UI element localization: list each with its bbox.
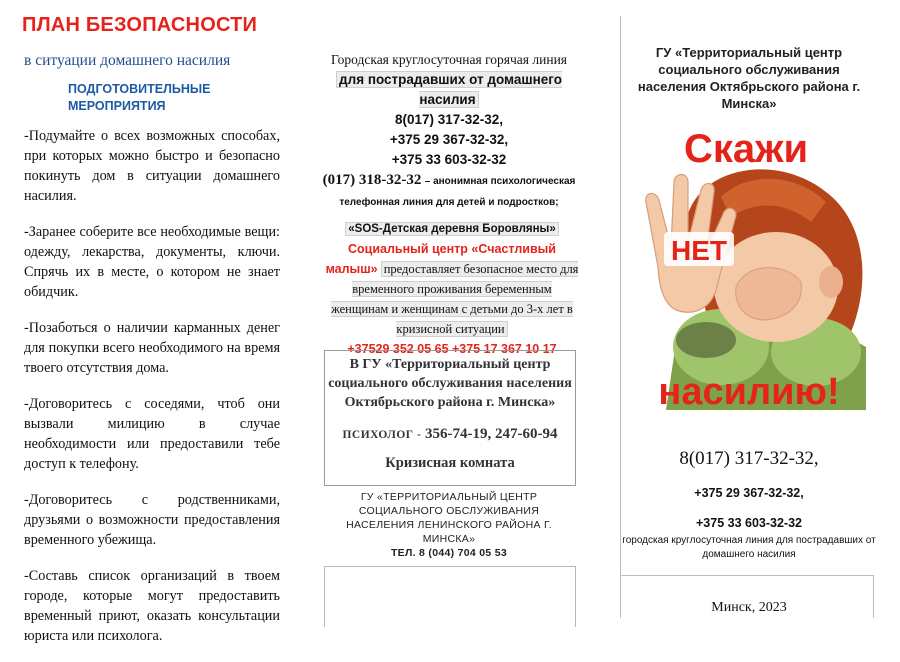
- hotline-block: [318, 50, 580, 212]
- psychologist-line: [325, 426, 575, 443]
- section-heading-line1: ПОДГОТОВИТЕЛЬНЫЕ: [68, 82, 211, 96]
- hotline-description: городская круглосуточная линия для пострадавших от домашнего насилия: [622, 535, 876, 560]
- sos-name: «SOS-Детская деревня Боровляны»: [345, 222, 559, 236]
- tips-list: [24, 126, 280, 662]
- page-title: ПЛАН БЕЗОПАСНОСТИ: [22, 14, 258, 36]
- page-subtitle: в ситуации домашнего насилия: [24, 52, 231, 69]
- hotline-phone-2: +375 29 367-32-32,: [389, 132, 509, 147]
- section-heading: [68, 81, 268, 115]
- org-name: ГУ «Территориальный центр социального обслуживания населения Октябрьского района г. Минска»: [637, 45, 861, 111]
- main-phone: 8(017) 317-32-32,: [679, 448, 819, 469]
- sos-phones: +37529 352 05 65 +375 17 367 10 17: [347, 342, 557, 356]
- tip-item: -Заранее соберите все необходимые вещи: одежду, лекарства, документы, ключи. Спрячь их в месте, о котором не знает обидчик.: [24, 224, 280, 300]
- leninsky-block: [324, 490, 574, 560]
- social-center-name: Социальный центр «Счастливый малыш»: [325, 242, 556, 276]
- tip-item: -Подумайте о всех возможных способах, при которых можно быстро и безопасно покинуть дом в ситуации домашнего насилия.: [24, 128, 280, 204]
- phone-2: +375 29 367-32-32,: [694, 486, 804, 500]
- tip-item: -Составь список организаций в твоем городе, которые могут предоставить временный приют, оказать консультации юриста или психолога.: [24, 568, 280, 644]
- poster-word-violence: насилию!: [658, 371, 840, 410]
- sos-block: [324, 218, 580, 359]
- anon-number: (017) 318-32-32: [322, 172, 422, 188]
- psychologist-phones: 356-74-19, 247-60-94: [425, 426, 558, 442]
- leninsky-name: ГУ «ТЕРРИТОРИАЛЬНЫЙ ЦЕНТР СОЦИАЛЬНОГО ОБСЛУЖИВАНИЯ НАСЕЛЕНИЯ ЛЕНИНСКОГО РАЙОНА Г. МИНСКА»: [346, 491, 552, 545]
- tip-item: -Договоритесь с соседями, чтоб они вызвали милицию в случае необходимости или предоставили тебе доступ к телефону.: [24, 396, 280, 472]
- crisis-room: Кризисная комната: [385, 455, 515, 471]
- hotline-phone-1: 8(017) 317-32-32,: [394, 112, 504, 127]
- oktyabrsky-center-box: [324, 350, 576, 486]
- empty-box: [324, 566, 576, 627]
- poster-word-say: Скажи: [683, 127, 809, 171]
- poster-word-no: НЕТ: [671, 235, 727, 266]
- phone-3: +375 33 603-32-32: [696, 516, 802, 530]
- hotline-intro: Городская круглосуточная горячая линия для пострадавших от домашнего насилия: [331, 52, 567, 107]
- sos-description: предоставляет безопасное место для временного проживания беременным женщинам и женщинам с детьми до 3-х лет в кризисной ситуации: [331, 262, 579, 336]
- anon-line: [318, 170, 580, 212]
- hotline-for: для пострадавших от домашнего насилия: [336, 71, 562, 108]
- tip-item: -Позаботься о наличии карманных денег для покупки всего необходимого на время твоего отсутствия дома.: [24, 320, 280, 376]
- psychologist-label: ПСИХОЛОГ -: [342, 429, 422, 441]
- say-no-poster: [626, 112, 872, 410]
- box-title: В ГУ «Территориальный центр социального обслуживания населения Октябрьского района г. Минска»: [328, 357, 572, 410]
- hotline-phone-3: +375 33 603-32-32: [391, 152, 507, 167]
- tip-item: -Договоритесь с родственниками, друзьями о возможности предоставления временного убежища.: [24, 492, 280, 548]
- footer-city-year: Минск, 2023: [711, 600, 787, 615]
- leninsky-tel: ТЕЛ. 8 (044) 704 05 53: [390, 547, 508, 559]
- anon-text: – анонимная психологическая телефонная линия для детей и подростков;: [339, 176, 576, 208]
- section-heading-line2: МЕРОПРИЯТИЯ: [68, 99, 166, 113]
